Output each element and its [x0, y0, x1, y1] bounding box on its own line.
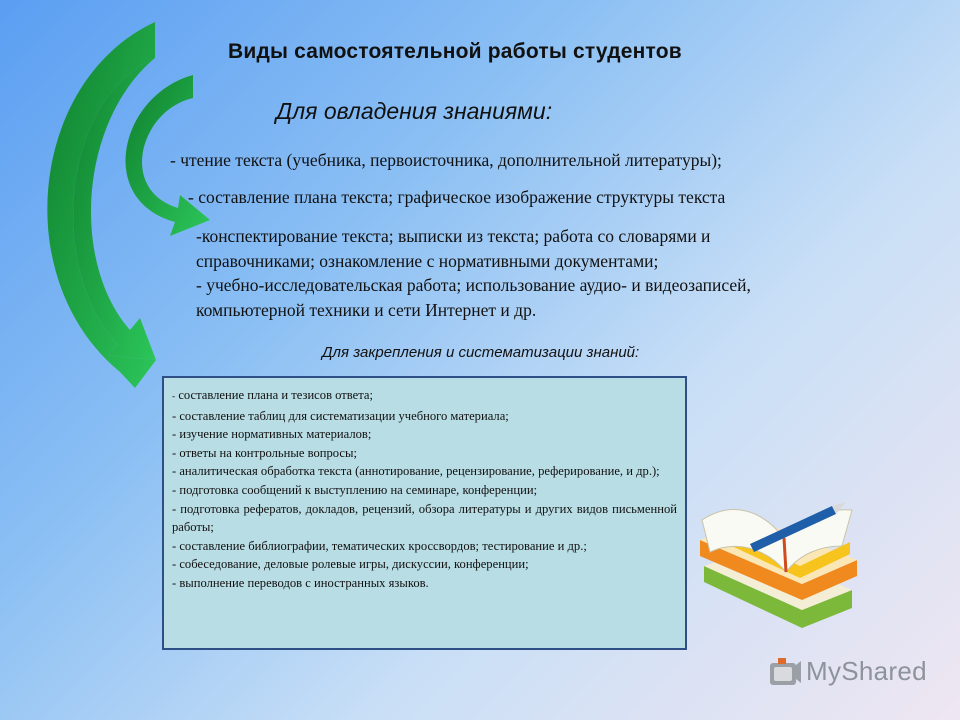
- list-item: - ответы на контрольные вопросы;: [172, 445, 357, 460]
- mastery-subtitle: Для овладения знаниями:: [276, 98, 553, 124]
- mastery-block: [196, 224, 886, 322]
- slide-title: Виды самостоятельной работы студентов: [228, 40, 682, 63]
- list-item: - составление таблиц для систематизации учебного материала;: [172, 408, 509, 423]
- list-item: - изучение нормативных материалов;: [172, 427, 372, 442]
- list-item: - выполнение переводов с иностранных языков.: [172, 575, 429, 590]
- mastery-line: компьютерной техники и сети Интернет и др.: [196, 299, 537, 320]
- list-item: - составление библиографии, тематических кроссвордов; тестирование и др.;: [172, 538, 587, 553]
- mastery-line: - учебно-исследовательская работа; использование аудио- и видеозаписей,: [196, 275, 751, 295]
- mastery-line: - составление плана текста; графическое изображение структуры текста: [188, 187, 726, 207]
- list-item: - подготовка рефератов, докладов, рецензий, обзора литературы и других видов письменной работы;: [172, 501, 677, 535]
- list-item: - собеседование, деловые ролевые игры, дискуссии, конференции;: [172, 557, 529, 572]
- consolidation-heading: Для закрепления и систематизации знаний:: [322, 344, 640, 361]
- mastery-line: справочниками; ознакомление с нормативными документами;: [196, 250, 659, 271]
- books-icon: [692, 490, 862, 650]
- list-item: - аналитическая обработка текста (аннотирование, рецензирование, реферирование, и др.);: [172, 464, 660, 479]
- list-item: - подготовка сообщений к выступлению на семинаре, конференции;: [172, 482, 538, 497]
- mastery-line: - чтение текста (учебника, первоисточника, дополнительной литературы);: [170, 150, 722, 170]
- watermark-text: MyShared: [806, 656, 927, 686]
- myshared-logo-icon: [768, 655, 802, 689]
- list-item: - составление плана и тезисов ответа;: [172, 388, 374, 402]
- consolidation-box: [162, 376, 687, 650]
- mastery-line: -конспектирование текста; выписки из текста; работа со словарями и: [196, 226, 711, 246]
